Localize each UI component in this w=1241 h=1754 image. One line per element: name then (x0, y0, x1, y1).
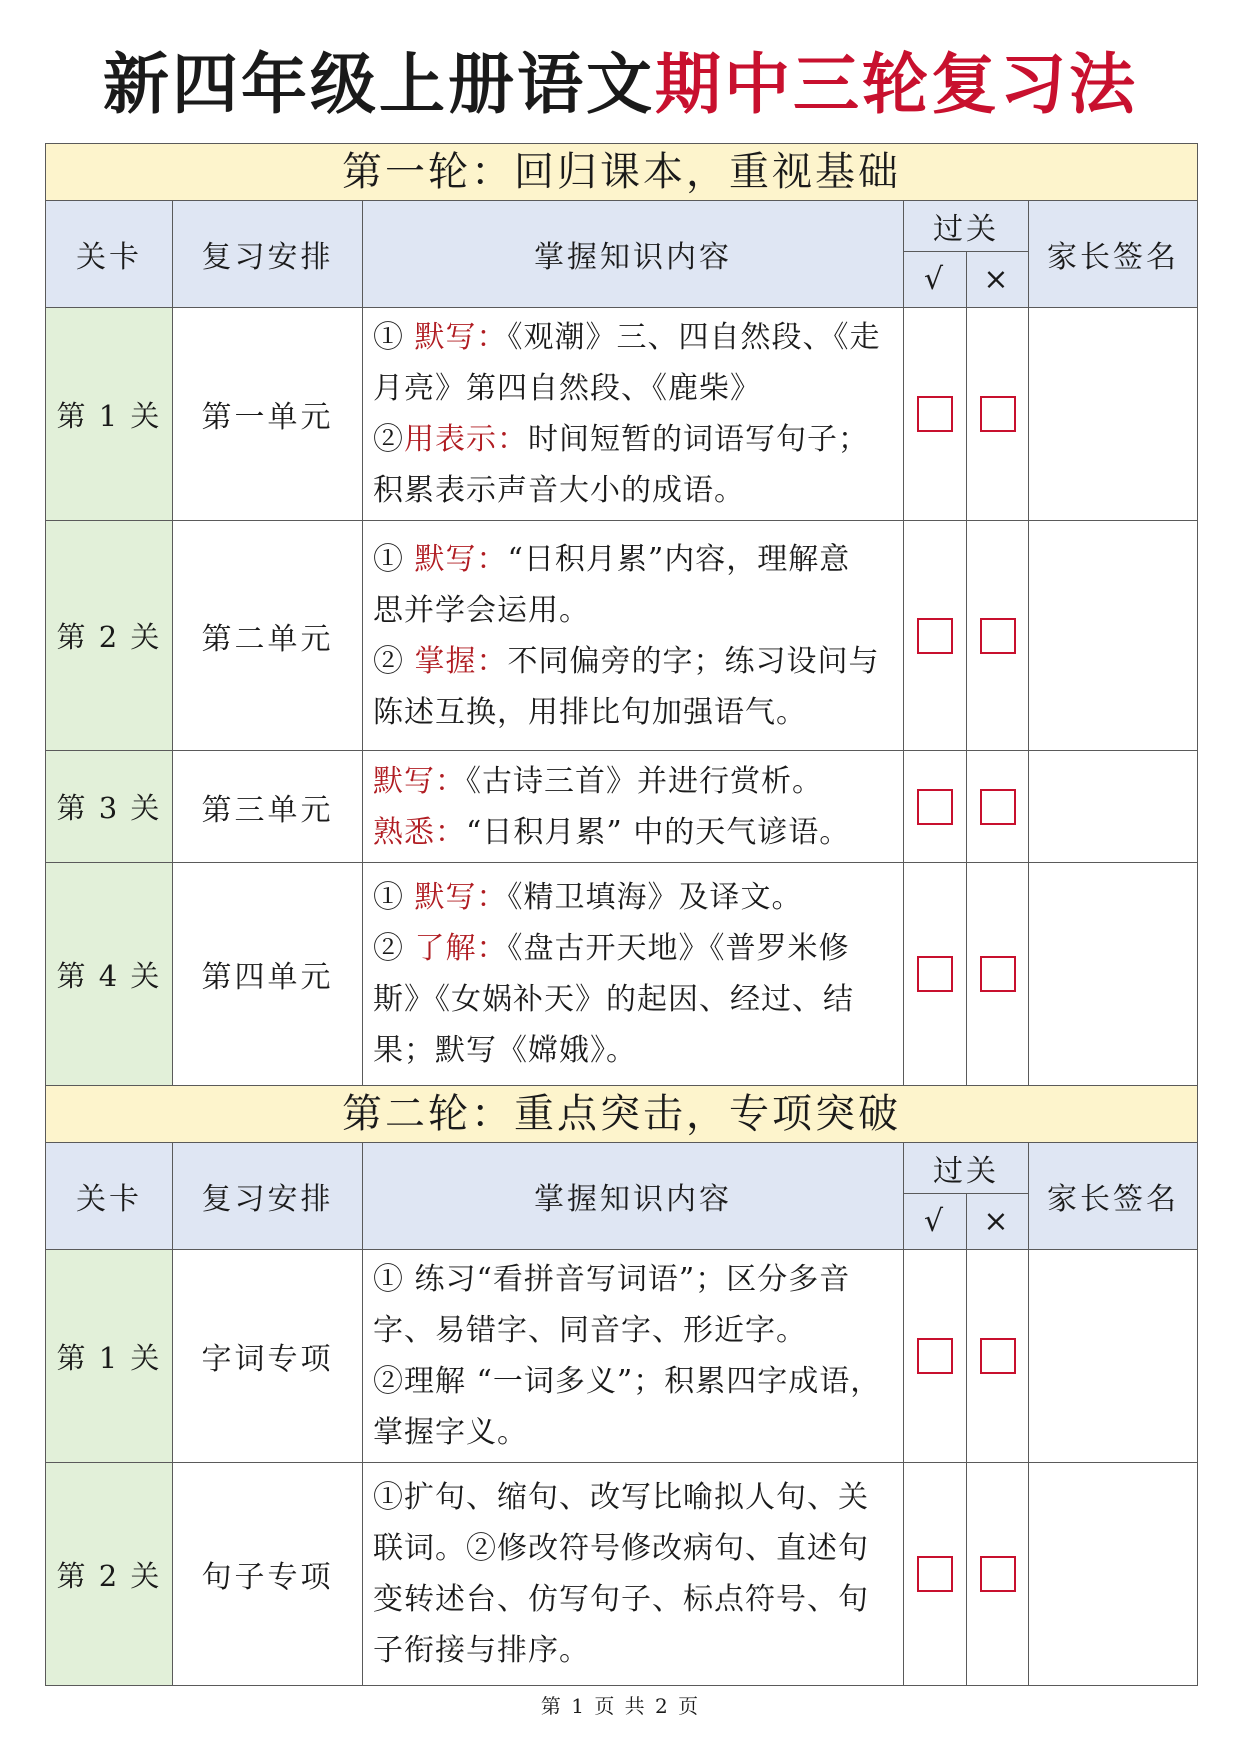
content-line (373, 687, 893, 738)
title-red-part: 期中三轮复习法 (655, 46, 1138, 123)
knowledge-content (363, 863, 904, 1086)
arrangement-label: 字词专项 (173, 1250, 363, 1463)
pass-checkbox[interactable] (917, 956, 953, 992)
keyword-label: 默写： (414, 880, 508, 915)
parent-signature-cell[interactable] (1029, 1463, 1198, 1686)
knowledge-content (363, 751, 904, 863)
pass-checkbox[interactable] (917, 789, 953, 825)
fail-check-cell (967, 863, 1029, 1086)
fail-check-cell (967, 1250, 1029, 1463)
content-line (373, 974, 893, 1025)
content-line (373, 363, 893, 414)
content-text: 《盘古开天地》《普罗米修 (507, 931, 850, 966)
pass-checkbox[interactable] (917, 396, 953, 432)
fail-checkbox[interactable] (980, 789, 1016, 825)
header-arrangement: 复习安排 (173, 201, 363, 308)
header-level: 关卡 (46, 1143, 173, 1250)
keyword-label: 默写： (414, 541, 508, 577)
pass-check-cell (904, 1250, 967, 1463)
pass-checkbox[interactable] (917, 1338, 953, 1374)
content-text: “日积月累”内容，理解意 (507, 541, 851, 577)
header-row (46, 201, 1198, 252)
keyword-label: 用表示： (404, 422, 528, 457)
content-text: 《精卫填海》及译文。 (507, 880, 803, 915)
fail-check-cell (967, 521, 1029, 751)
review-table (45, 143, 1198, 1686)
content-text: 《观潮》三、四自然段、《走 (507, 320, 881, 355)
content-line (373, 1574, 893, 1625)
header-cross-mark: × (967, 252, 1029, 308)
fail-check-cell (967, 1463, 1029, 1686)
keyword-label: 熟悉： (373, 814, 466, 850)
parent-signature-cell[interactable] (1029, 521, 1198, 751)
keyword-label: 默写： (373, 763, 466, 799)
content-line (373, 1407, 893, 1458)
page-title (0, 40, 1241, 130)
level-row (46, 1463, 1198, 1686)
content-line (373, 1625, 893, 1676)
header-parent-sign: 家长签名 (1029, 1143, 1198, 1250)
level-label: 第 1 关 (46, 1250, 173, 1463)
parent-signature-cell[interactable] (1029, 751, 1198, 863)
arrangement-label: 句子专项 (173, 1463, 363, 1686)
level-label: 第 1 关 (46, 308, 173, 521)
content-text: 《古诗三首》并进行赏析。 (466, 763, 823, 799)
level-row (46, 1250, 1198, 1463)
content-line (373, 1472, 893, 1523)
content-text: ②理解 “一词多义”；积累四字成语， (373, 1364, 882, 1399)
round-title-row (46, 144, 1198, 201)
content-text: 变转述台、仿写句子、标点符号、句 (373, 1582, 869, 1617)
content-line (373, 807, 893, 858)
fail-checkbox[interactable] (980, 1556, 1016, 1592)
header-pass: 过关 (904, 201, 1029, 252)
content-text: “日积月累” 中的天气谚语。 (466, 814, 851, 850)
knowledge-content (363, 521, 904, 751)
pass-check-cell (904, 863, 967, 1086)
content-text: 时间短暂的词语写句子； (528, 422, 869, 457)
title-black-part: 新四年级上册语文 (103, 46, 655, 123)
header-arrangement: 复习安排 (173, 1143, 363, 1250)
content-text: ① 练习“看拼音写词语”；区分多音 (373, 1262, 851, 1297)
content-line (373, 1356, 893, 1407)
content-text: 不同偏旁的字；练习设问与 (507, 643, 880, 679)
page-number: 第 1 页 共 2 页 (540, 1694, 701, 1718)
arrangement-label: 第四单元 (173, 863, 363, 1086)
parent-signature-cell[interactable] (1029, 308, 1198, 521)
content-line (373, 923, 893, 974)
content-text: 掌握字义。 (373, 1415, 528, 1450)
parent-signature-cell[interactable] (1029, 863, 1198, 1086)
fail-check-cell (967, 751, 1029, 863)
round-title: 第一轮：回归课本，重视基础 (46, 144, 1198, 201)
content-text: ② (373, 643, 415, 679)
content-line (373, 1025, 893, 1076)
knowledge-content (363, 1250, 904, 1463)
content-line (373, 636, 893, 687)
arrangement-label: 第一单元 (173, 308, 363, 521)
level-row (46, 521, 1198, 751)
round-title: 第二轮：重点突击，专项突破 (46, 1086, 1198, 1143)
fail-check-cell (967, 308, 1029, 521)
arrangement-label: 第二单元 (173, 521, 363, 751)
level-row (46, 863, 1198, 1086)
header-cross-mark: × (967, 1194, 1029, 1250)
content-text: 果；默写《嫦娥》。 (373, 1033, 637, 1068)
content-text: ①扩句、缩句、改写比喻拟人句、关 (373, 1480, 869, 1515)
content-text: ① (373, 880, 415, 915)
content-line (373, 1305, 893, 1356)
knowledge-content (363, 308, 904, 521)
pass-check-cell (904, 751, 967, 863)
keyword-label: 掌握： (414, 643, 508, 679)
fail-checkbox[interactable] (980, 618, 1016, 654)
content-text: ① (373, 320, 415, 355)
content-text: 子衔接与排序。 (373, 1633, 590, 1668)
pass-checkbox[interactable] (917, 618, 953, 654)
header-level: 关卡 (46, 201, 173, 308)
content-text: 积累表示声音大小的成语。 (373, 473, 745, 508)
header-content: 掌握知识内容 (363, 201, 904, 308)
round-title-row (46, 1086, 1198, 1143)
content-text: 联词。②修改符号修改病句、直述句 (373, 1531, 869, 1566)
header-content: 掌握知识内容 (363, 1143, 904, 1250)
knowledge-content (363, 1463, 904, 1686)
content-line (373, 756, 893, 807)
pass-check-cell (904, 308, 967, 521)
content-line (373, 465, 893, 516)
content-line (373, 534, 893, 585)
content-line (373, 1523, 893, 1574)
header-pass: 过关 (904, 1143, 1029, 1194)
header-check-mark: √ (904, 252, 967, 308)
fail-checkbox[interactable] (980, 396, 1016, 432)
content-line (373, 872, 893, 923)
level-label: 第 4 关 (46, 863, 173, 1086)
level-row (46, 751, 1198, 863)
content-text: 斯》《女娲补天》的起因、经过、结 (373, 982, 854, 1017)
content-line (373, 312, 893, 363)
content-text: ② (373, 931, 415, 966)
content-text: 陈述互换，用排比句加强语气。 (373, 694, 807, 730)
pass-check-cell (904, 1463, 967, 1686)
content-line (373, 414, 893, 465)
header-parent-sign: 家长签名 (1029, 201, 1198, 308)
keyword-label: 默写： (414, 320, 508, 355)
fail-checkbox[interactable] (980, 1338, 1016, 1374)
arrangement-label: 第三单元 (173, 751, 363, 863)
pass-check-cell (904, 521, 967, 751)
pass-checkbox[interactable] (917, 1556, 953, 1592)
level-label: 第 2 关 (46, 1463, 173, 1686)
content-text: ① (373, 541, 415, 577)
keyword-label: 了解： (414, 931, 508, 966)
header-row (46, 1143, 1198, 1194)
level-label: 第 3 关 (46, 751, 173, 863)
content-line (373, 585, 893, 636)
content-text: 思并学会运用。 (373, 592, 590, 628)
content-text: 月亮》第四自然段、《鹿柴》 (373, 371, 761, 406)
fail-checkbox[interactable] (980, 956, 1016, 992)
level-row (46, 308, 1198, 521)
header-check-mark: √ (904, 1194, 967, 1250)
parent-signature-cell[interactable] (1029, 1250, 1198, 1463)
content-text: 字、易错字、同音字、形近字。 (373, 1313, 807, 1348)
content-text: ② (373, 422, 404, 457)
content-line (373, 1254, 893, 1305)
level-label: 第 2 关 (46, 521, 173, 751)
